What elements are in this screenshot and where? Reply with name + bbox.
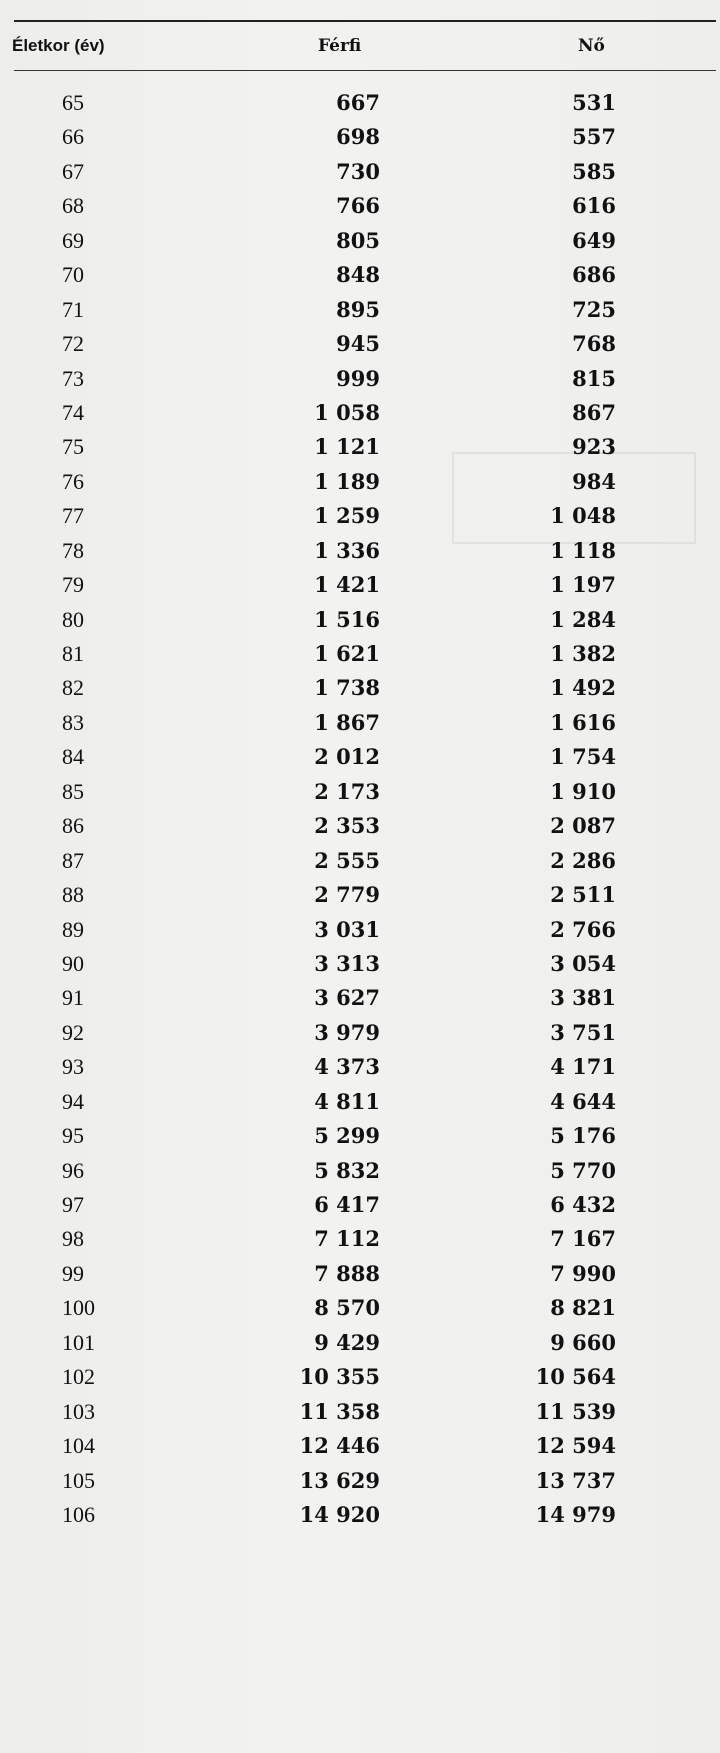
age-cell: 69 xyxy=(62,227,84,253)
age-cell: 65 xyxy=(62,90,84,115)
female-value-cell: 867 xyxy=(572,399,616,425)
table-row xyxy=(0,1222,720,1256)
age-cell: 83 xyxy=(62,709,84,735)
male-value-cell: 10 355 xyxy=(299,1364,380,1390)
male-value-cell: 8 570 xyxy=(314,1295,380,1321)
male-value-cell: 9 429 xyxy=(314,1329,380,1355)
table-row xyxy=(0,1119,720,1153)
male-value-cell: 4 811 xyxy=(314,1088,380,1114)
age-cell: 92 xyxy=(62,1019,84,1045)
male-value-cell: 3 313 xyxy=(314,950,380,976)
female-value-cell: 9 660 xyxy=(550,1329,616,1355)
female-value-cell: 1 616 xyxy=(550,709,616,735)
female-value-cell: 14 979 xyxy=(535,1501,616,1527)
male-value-cell: 1 121 xyxy=(314,434,380,460)
header-male: Férfi xyxy=(318,36,362,56)
table-row xyxy=(0,1050,720,1084)
female-value-cell: 1 284 xyxy=(550,606,616,632)
table-row xyxy=(0,637,720,671)
table-row xyxy=(0,947,720,981)
female-value-cell: 6 432 xyxy=(550,1192,616,1217)
age-cell: 76 xyxy=(62,468,84,494)
male-value-cell: 6 417 xyxy=(314,1192,380,1217)
female-value-cell: 1 910 xyxy=(550,778,616,804)
table-row xyxy=(0,293,720,327)
age-cell: 90 xyxy=(62,950,84,976)
male-value-cell: 2 012 xyxy=(314,744,380,770)
male-value-cell: 1 259 xyxy=(314,503,380,529)
male-value-cell: 2 353 xyxy=(314,813,380,839)
age-cell: 95 xyxy=(62,1123,84,1149)
female-value-cell: 1 197 xyxy=(550,572,616,598)
table-row xyxy=(0,1395,720,1429)
male-value-cell: 1 058 xyxy=(314,399,380,425)
male-value-cell: 11 358 xyxy=(299,1398,380,1424)
age-cell: 79 xyxy=(62,572,84,598)
table-row xyxy=(0,86,720,120)
female-value-cell: 1 048 xyxy=(550,503,616,529)
male-value-cell: 5 832 xyxy=(314,1157,380,1183)
age-cell: 86 xyxy=(62,813,84,839)
female-value-cell: 2 286 xyxy=(550,847,616,873)
male-value-cell: 7 112 xyxy=(314,1226,380,1252)
male-value-cell: 3 627 xyxy=(314,985,380,1011)
female-value-cell: 686 xyxy=(572,262,616,288)
table-row xyxy=(0,224,720,258)
male-value-cell: 4 373 xyxy=(314,1054,380,1080)
age-cell: 74 xyxy=(62,399,84,425)
male-value-cell: 848 xyxy=(336,262,380,288)
age-cell: 94 xyxy=(62,1088,84,1114)
age-cell: 96 xyxy=(62,1157,84,1183)
male-value-cell: 667 xyxy=(336,90,380,115)
male-value-cell: 14 920 xyxy=(299,1501,380,1527)
table-row xyxy=(0,430,720,464)
table-row xyxy=(0,981,720,1015)
female-value-cell: 557 xyxy=(572,124,616,150)
table-row xyxy=(0,499,720,533)
male-value-cell: 1 336 xyxy=(314,537,380,563)
table-row xyxy=(0,913,720,947)
male-value-cell: 1 516 xyxy=(314,606,380,632)
male-value-cell: 7 888 xyxy=(314,1260,380,1286)
male-value-cell: 5 299 xyxy=(314,1123,380,1149)
male-value-cell: 3 979 xyxy=(314,1019,380,1045)
female-value-cell: 2 511 xyxy=(550,882,616,908)
age-cell: 75 xyxy=(62,434,84,460)
table-row xyxy=(0,465,720,499)
male-value-cell: 1 621 xyxy=(314,641,380,666)
table-row xyxy=(0,362,720,396)
age-cell: 82 xyxy=(62,675,84,701)
table-header-rule xyxy=(14,70,716,71)
female-value-cell: 7 167 xyxy=(550,1226,616,1252)
age-cell: 97 xyxy=(62,1192,84,1217)
table-row xyxy=(0,740,720,774)
table-row xyxy=(0,120,720,154)
female-value-cell: 1 754 xyxy=(550,744,616,770)
table-row xyxy=(0,155,720,189)
table-row xyxy=(0,189,720,223)
female-value-cell: 8 821 xyxy=(550,1295,616,1321)
table-row xyxy=(0,1360,720,1394)
table-row xyxy=(0,809,720,843)
age-cell: 105 xyxy=(62,1467,95,1493)
age-cell: 88 xyxy=(62,882,84,908)
female-value-cell: 7 990 xyxy=(550,1260,616,1286)
male-value-cell: 730 xyxy=(336,158,380,184)
female-value-cell: 3 054 xyxy=(550,950,616,976)
age-cell: 106 xyxy=(62,1501,95,1527)
female-value-cell: 649 xyxy=(572,227,616,253)
female-value-cell: 5 770 xyxy=(550,1157,616,1183)
age-cell: 104 xyxy=(62,1433,95,1459)
table-row xyxy=(0,1257,720,1291)
female-value-cell: 984 xyxy=(572,468,616,494)
table-row xyxy=(0,534,720,568)
table-row xyxy=(0,1464,720,1498)
age-cell: 93 xyxy=(62,1054,84,1080)
table-row xyxy=(0,1188,720,1222)
table-row xyxy=(0,603,720,637)
table-row xyxy=(0,878,720,912)
female-value-cell: 768 xyxy=(572,331,616,357)
female-value-cell: 725 xyxy=(572,296,616,322)
table-row xyxy=(0,1498,720,1532)
female-value-cell: 4 171 xyxy=(550,1054,616,1080)
header-age: Életkor (év) xyxy=(12,36,105,55)
age-cell: 101 xyxy=(62,1329,95,1355)
table-row xyxy=(0,1016,720,1050)
age-cell: 80 xyxy=(62,606,84,632)
age-cell: 91 xyxy=(62,985,84,1011)
female-value-cell: 4 644 xyxy=(550,1088,616,1114)
age-cell: 81 xyxy=(62,641,84,666)
male-value-cell: 805 xyxy=(336,227,380,253)
age-cell: 100 xyxy=(62,1295,95,1321)
female-value-cell: 616 xyxy=(572,193,616,219)
age-cell: 84 xyxy=(62,744,84,770)
age-cell: 72 xyxy=(62,331,84,357)
age-cell: 99 xyxy=(62,1260,84,1286)
age-cell: 78 xyxy=(62,537,84,563)
male-value-cell: 895 xyxy=(336,296,380,322)
table-row xyxy=(0,1326,720,1360)
age-cell: 66 xyxy=(62,124,84,150)
female-value-cell: 2 766 xyxy=(550,916,616,942)
female-value-cell: 815 xyxy=(572,365,616,391)
table-row xyxy=(0,327,720,361)
male-value-cell: 1 867 xyxy=(314,709,380,735)
male-value-cell: 1 189 xyxy=(314,468,380,494)
table-row xyxy=(0,844,720,878)
female-value-cell: 531 xyxy=(572,90,616,115)
male-value-cell: 766 xyxy=(336,193,380,219)
female-value-cell: 1 492 xyxy=(550,675,616,701)
male-value-cell: 2 173 xyxy=(314,778,380,804)
age-cell: 77 xyxy=(62,503,84,529)
table-row xyxy=(0,671,720,705)
age-cell: 87 xyxy=(62,847,84,873)
age-cell: 67 xyxy=(62,158,84,184)
male-value-cell: 13 629 xyxy=(299,1467,380,1493)
age-cell: 98 xyxy=(62,1226,84,1252)
age-cell: 85 xyxy=(62,778,84,804)
male-value-cell: 999 xyxy=(336,365,380,391)
male-value-cell: 12 446 xyxy=(299,1433,380,1459)
male-value-cell: 2 555 xyxy=(314,847,380,873)
male-value-cell: 1 738 xyxy=(314,675,380,701)
table-row xyxy=(0,1154,720,1188)
male-value-cell: 1 421 xyxy=(314,572,380,598)
female-value-cell: 1 382 xyxy=(550,641,616,666)
age-cell: 71 xyxy=(62,296,84,322)
female-value-cell: 2 087 xyxy=(550,813,616,839)
female-value-cell: 3 381 xyxy=(550,985,616,1011)
table-row xyxy=(0,258,720,292)
female-value-cell: 923 xyxy=(572,434,616,460)
female-value-cell: 5 176 xyxy=(550,1123,616,1149)
table-row xyxy=(0,775,720,809)
age-cell: 103 xyxy=(62,1398,95,1424)
table-row xyxy=(0,1291,720,1325)
table-row xyxy=(0,1085,720,1119)
header-female: Nő xyxy=(578,36,605,56)
table-header xyxy=(0,22,720,70)
female-value-cell: 3 751 xyxy=(550,1019,616,1045)
female-value-cell: 11 539 xyxy=(535,1398,616,1424)
male-value-cell: 3 031 xyxy=(314,916,380,942)
female-value-cell: 12 594 xyxy=(535,1433,616,1459)
table-body xyxy=(0,86,720,1532)
age-cell: 68 xyxy=(62,193,84,219)
age-cell: 89 xyxy=(62,916,84,942)
male-value-cell: 2 779 xyxy=(314,882,380,908)
table-row xyxy=(0,396,720,430)
table-row xyxy=(0,706,720,740)
female-value-cell: 1 118 xyxy=(550,537,616,563)
female-value-cell: 10 564 xyxy=(535,1364,616,1390)
table-row xyxy=(0,1429,720,1463)
age-cell: 102 xyxy=(62,1364,95,1390)
male-value-cell: 945 xyxy=(336,331,380,357)
age-cell: 70 xyxy=(62,262,84,288)
female-value-cell: 13 737 xyxy=(535,1467,616,1493)
female-value-cell: 585 xyxy=(572,158,616,184)
male-value-cell: 698 xyxy=(336,124,380,150)
table-row xyxy=(0,568,720,602)
age-cell: 73 xyxy=(62,365,84,391)
